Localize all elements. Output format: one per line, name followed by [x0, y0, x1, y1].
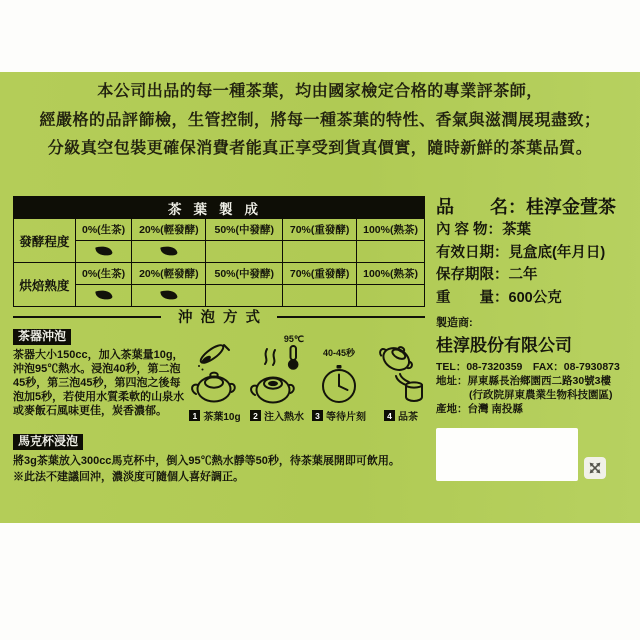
leaf-icon: [160, 244, 177, 257]
origin-line: 產地：台灣 南投縣: [436, 403, 523, 415]
leaf-icon: [160, 288, 177, 301]
intro-paragraph: [0, 77, 640, 163]
process-cell: 0%(生茶): [75, 263, 132, 285]
mug-method-tag: 馬克杯浸泡: [13, 434, 83, 450]
intro-line: 經嚴格的品評篩檢，生管控制，將每一種茶葉的特性、香氣與滋潤展現盡致；: [39, 109, 601, 129]
temperature-annotation: 95℃: [283, 334, 304, 344]
product-name-value: 桂淳金萱茶: [526, 197, 616, 217]
step-label: 4 品茶: [384, 408, 418, 423]
brewing-steps: [184, 330, 432, 423]
blank-sticker-area: [436, 428, 578, 481]
product-field-weight: 重 量：600公克: [436, 289, 562, 306]
product-field-contents: 內 容 物：茶葉: [436, 222, 532, 238]
process-table: [13, 196, 425, 307]
leaf-icon: [95, 288, 112, 301]
mug-method-line: ※此法不建議回沖，濃淡度可隨個人喜好調正。: [13, 470, 244, 483]
pour-tea-icon: [372, 342, 430, 406]
wait-time-annotation: 40-45秒: [322, 348, 356, 358]
process-cell: 70%(重發酵): [283, 263, 357, 285]
product-name-line: [436, 193, 638, 219]
manufacturer-heading: 製造商:: [436, 317, 473, 329]
process-cell: 20%(輕發酵): [132, 263, 206, 285]
intro-line: 分級真空包裝更確保消費者能真正享受到貨真價實，隨時新鮮的茶葉品質。: [47, 138, 593, 157]
product-name-label: 品 名：: [436, 197, 526, 217]
teapot-method-tag: 茶器沖泡: [13, 329, 71, 345]
brewing-section-title: 沖泡方式: [13, 306, 425, 327]
process-cell: 70%(重發酵): [283, 219, 357, 241]
tea-scoop-teapot-icon: [187, 342, 243, 406]
pour-hot-water-icon: [248, 344, 306, 406]
process-cell: 50%(中發酵): [206, 219, 283, 241]
divider-line: [277, 316, 425, 318]
brew-step-1: [184, 330, 246, 423]
address-line-2: (行政院屏東農業生物科技園區): [469, 389, 613, 401]
wait-clock-icon: [319, 362, 359, 406]
step-number-badge: 4: [384, 410, 395, 421]
manufacturer-name: 桂淳股份有限公司: [436, 336, 572, 355]
process-cell: 20%(輕發酵): [132, 219, 206, 241]
address-line: 地址：屏東縣長治鄉園西二路30號3樓: [436, 375, 612, 387]
intro-line: 本公司出品的每一種茶葉，均由國家檢定合格的專業評茶師，: [97, 81, 543, 100]
tel-fax-line: TEL：08-7320359 FAX：08-7930873: [436, 361, 620, 373]
step-number-badge: 3: [312, 410, 323, 421]
step-label: 3 等待片刻: [312, 408, 366, 423]
brew-step-2: [246, 330, 308, 423]
row-label-fermentation: 發酵程度: [14, 219, 76, 263]
step-number-badge: 1: [189, 410, 200, 421]
process-cell: 0%(生茶): [75, 219, 132, 241]
manufacturer-info: [436, 314, 638, 416]
recycle-icon: [584, 457, 606, 479]
process-cell: 100%(熟茶): [357, 219, 425, 241]
divider-line: [13, 316, 161, 318]
row-label-roasting: 烘焙熟度: [14, 263, 76, 307]
step-label: 2 注入熱水: [250, 408, 304, 423]
brew-step-4: [370, 330, 432, 423]
product-field-shelf-life: 保存期限：二年: [436, 267, 538, 283]
mug-method-line: 將3g茶葉放入300cc馬克杯中，倒入95℃熱水靜等50秒，待茶葉展開即可飲用。: [13, 455, 400, 467]
leaf-icon: [95, 244, 112, 257]
mug-method-block: [13, 432, 433, 485]
teapot-method-text: 茶器大小150cc，加入茶葉量10g，沖泡95℃熱水。浸泡40秒，第二泡45秒，第三泡45秒，第四泡之後每泡加5秒，若使用水質柔軟的山泉水或麥飯石風味更佳，炭香濃郁。: [13, 349, 185, 417]
product-info: [436, 193, 638, 309]
process-cell: 100%(熟茶): [357, 263, 425, 285]
teapot-method-block: [13, 327, 189, 419]
process-cell: 50%(中發酵): [206, 263, 283, 285]
brew-step-3: [308, 330, 370, 423]
step-number-badge: 2: [250, 410, 261, 421]
product-field-expiry: 有效日期：見盒底(年月日): [436, 244, 606, 261]
process-table-title: 茶葉製成: [14, 197, 425, 219]
step-label: 1 茶葉10g: [189, 408, 240, 423]
